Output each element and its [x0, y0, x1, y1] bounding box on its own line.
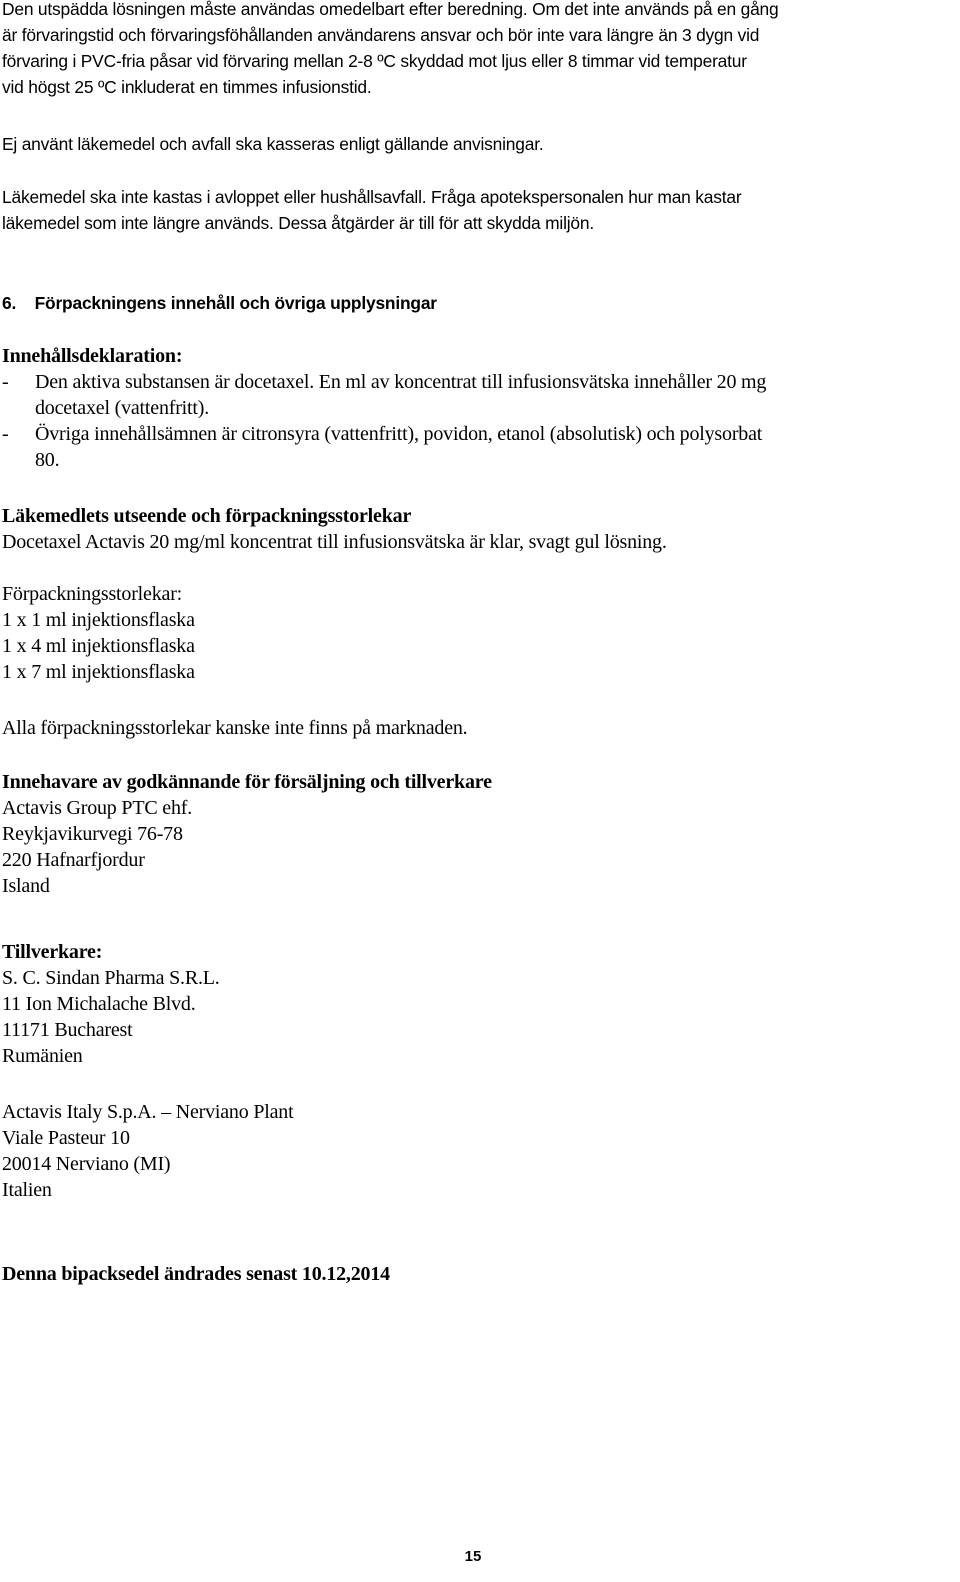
bullet-dash: - [2, 371, 9, 393]
disposal-line: läkemedel som inte längre används. Dessa åtgärder är till för att skydda miljön. [2, 213, 595, 233]
bullet-text: 80. [35, 449, 60, 471]
declaration-heading [2, 343, 952, 369]
address-line: 220 Hafnarfjordur [2, 849, 145, 871]
address-line: 11 Ion Michalache Blvd. [2, 993, 196, 1015]
address-line: Viale Pasteur 10 [2, 1127, 130, 1149]
pack-size-item: 1 x 7 ml injektionsflaska [2, 661, 195, 683]
address-line: 11171 Bucharest [2, 1019, 133, 1041]
page-number: 15 [464, 1548, 482, 1565]
pack-size-item: 1 x 1 ml injektionsflaska [2, 609, 195, 631]
pack-note-text: Alla förpackningsstorlekar kanske inte finns på marknaden. [2, 717, 468, 739]
pack-sizes-heading: Förpackningsstorlekar: [2, 583, 183, 605]
address-line: Reykjavikurvegi 76-78 [2, 823, 183, 845]
address-line: 20014 Nerviano (MI) [2, 1153, 171, 1175]
revision-date [2, 1261, 952, 1287]
disposal-instructions [2, 184, 952, 236]
ingredient-bullet-2 [0, 421, 960, 473]
holder-section [2, 769, 952, 899]
storage-paragraph [2, 0, 952, 100]
section-heading-text: 6. Förpackningens innehåll och övriga upplysningar [2, 293, 437, 313]
storage-line: är förvaringstid och förvaringsföhållanden användarens ansvar och bör inte vara längre än 3 dygn vid [2, 25, 760, 45]
bullet-text: docetaxel (vattenfritt). [35, 397, 209, 419]
bullet-dash: - [2, 423, 9, 445]
bullet-text: Den aktiva substansen är docetaxel. En ml av koncentrat till infusionsvätska innehåller 20 mg [35, 371, 767, 393]
section-6-heading [2, 290, 952, 316]
disposal-text [2, 131, 952, 157]
pack-sizes-section [2, 581, 952, 685]
manufacturer-section [2, 939, 952, 1069]
storage-line: Den utspädda lösningen måste användas omedelbart efter beredning. Om det inte används på en gång [2, 0, 779, 19]
appearance-section [2, 503, 952, 555]
declaration-heading-text: Innehållsdeklaration: [2, 345, 183, 367]
pack-note [2, 715, 952, 741]
ingredient-bullet-1 [0, 369, 960, 421]
address-line: Actavis Group PTC ehf. [2, 797, 193, 819]
address-line: Island [2, 875, 50, 897]
bullet-text: Övriga innehållsämnen är citronsyra (vattenfritt), povidon, etanol (absolutisk) och polysorbat [35, 423, 763, 445]
appearance-text: Docetaxel Actavis 20 mg/ml koncentrat till infusionsvätska är klar, svagt gul lösning. [2, 531, 667, 553]
manufacturer-heading: Tillverkare: [2, 941, 103, 963]
revision-text: Denna bipacksedel ändrades senast 10.12,2014 [2, 1263, 390, 1285]
address-line: Rumänien [2, 1045, 83, 1067]
address-line: Italien [2, 1179, 52, 1201]
storage-line: vid högst 25 ºC inkluderat en timmes infusionstid. [2, 77, 372, 97]
disposal-line: Ej använt läkemedel och avfall ska kasseras enligt gällande anvisningar. [2, 134, 544, 154]
manufacturer-2 [2, 1099, 952, 1203]
disposal-line: Läkemedel ska inte kastas i avloppet eller hushållsavfall. Fråga apotekspersonalen hur man kastar [2, 187, 742, 207]
storage-line: förvaring i PVC-fria påsar vid förvaring mellan 2-8 ºC skyddad mot ljus eller 8 timmar vid temperatur [2, 51, 747, 71]
address-line: Actavis Italy S.p.A. – Nerviano Plant [2, 1101, 294, 1123]
address-line: S. C. Sindan Pharma S.R.L. [2, 967, 220, 989]
holder-heading: Innehavare av godkännande för försäljning och tillverkare [2, 771, 492, 793]
appearance-heading: Läkemedlets utseende och förpackningsstorlekar [2, 505, 412, 527]
pack-size-item: 1 x 4 ml injektionsflaska [2, 635, 195, 657]
